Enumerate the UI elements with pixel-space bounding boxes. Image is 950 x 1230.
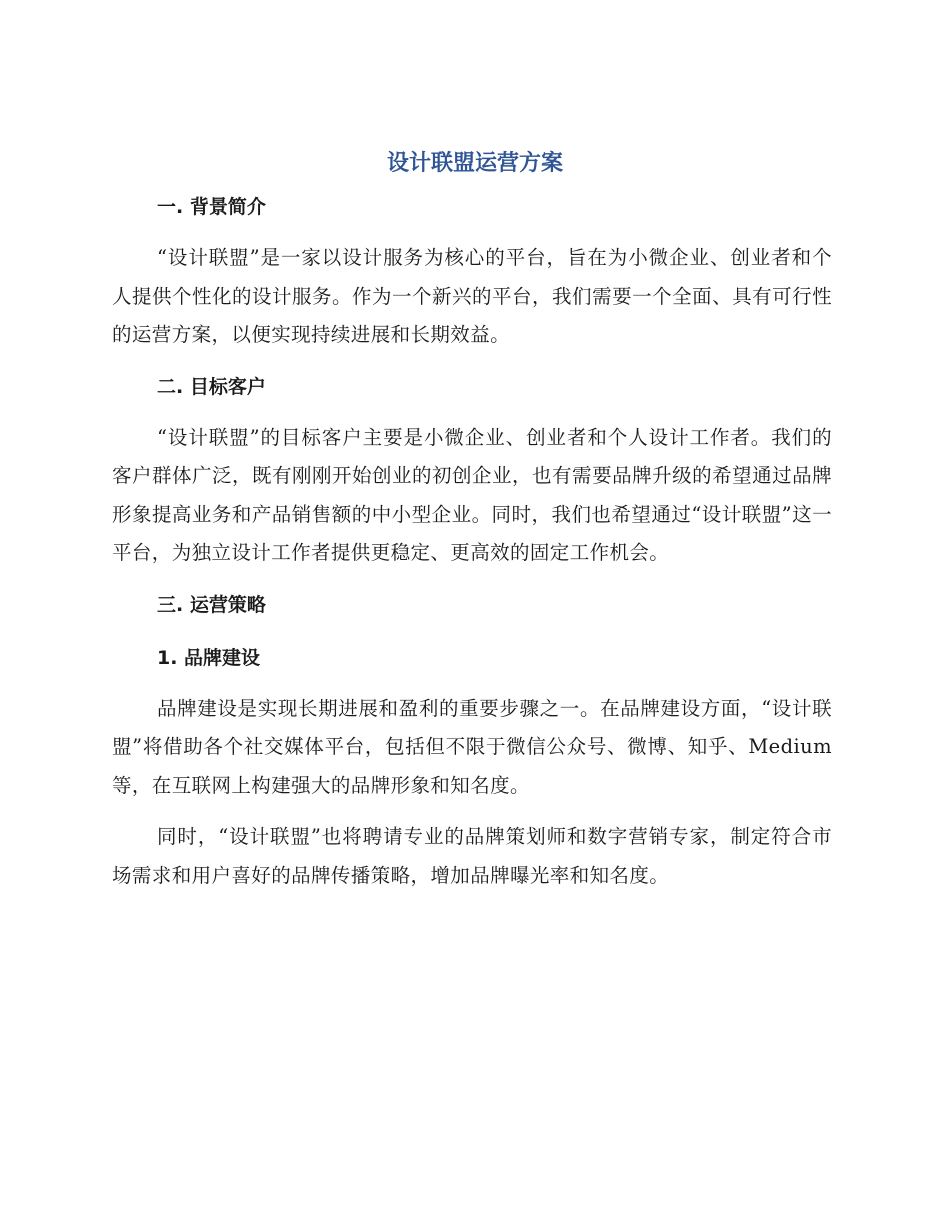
section-heading-target-customers: 二. 目标客户 [157, 375, 266, 398]
paragraph-brand-building-1: 品牌建设是实现长期进展和盈利的重要步骤之一。在品牌建设方面，“设计联盟”将借助各个社交媒体平台，包括但不限于微信公众号、微博、知乎、Medium 等，在互联网上构建强大的品牌形象和知名度。 [112, 696, 832, 797]
document-title: 设计联盟运营方案 [386, 151, 563, 176]
section-heading-background: 一. 背景简介 [157, 196, 266, 218]
subsection-heading-brand-building: 1. 品牌建设 [157, 646, 261, 669]
document-body [112, 188, 832, 895]
paragraph-brand-building-2: 同时，“设计联盟”也将聘请专业的品牌策划师和数字营销专家，制定符合市场需求和用户喜好的品牌传播策略，增加品牌曝光率和知名度。 [112, 825, 832, 887]
paragraph-target-customers: “设计联盟”的目标客户主要是小微企业、创业者和个人设计工作者。我们的客户群体广泛，既有刚刚开始创业的初创企业，也有需要品牌升级的希望通过品牌形象提高业务和产品销售额的中小型企业。同时，我们也希望通过“设计联盟”这一平台，为独立设计工作者提供更稳定、更高效的固定工作机会。 [112, 425, 832, 564]
paragraph-background: “设计联盟”是一家以设计服务为核心的平台，旨在为小微企业、创业者和个人提供个性化的设计服务。作为一个新兴的平台，我们需要一个全面、具有可行性的运营方案，以便实现持续进展和长期效益。 [112, 246, 832, 346]
section-heading-operation-strategy: 三. 运营策略 [157, 593, 266, 616]
